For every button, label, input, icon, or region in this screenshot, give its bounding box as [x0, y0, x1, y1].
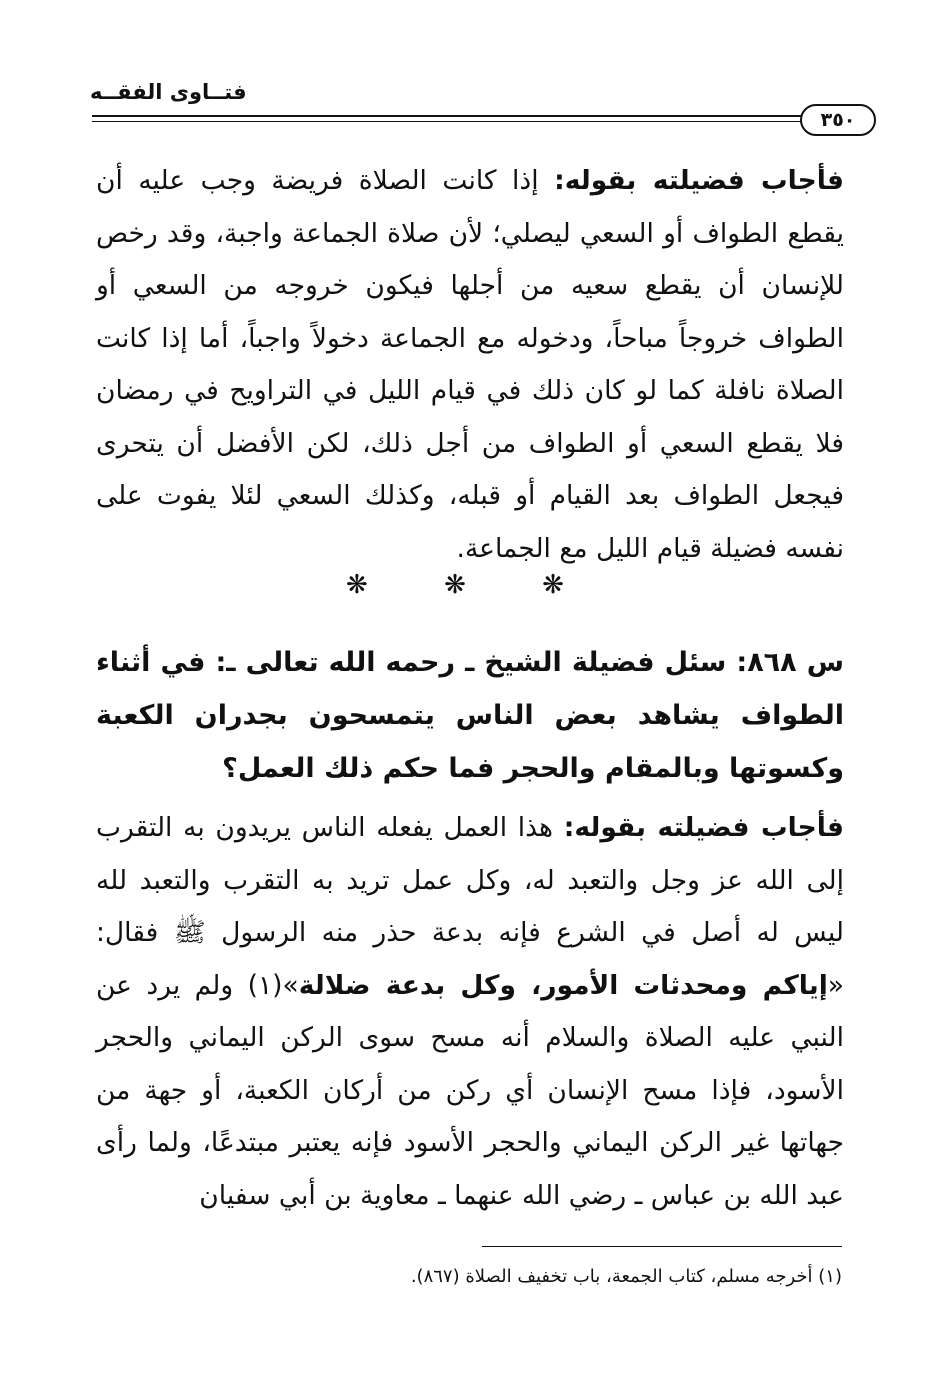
answer-paragraph-2 [96, 802, 844, 1222]
hadith-quote: إياكم ومحدثات الأمور، وكل بدعة ضلالة [298, 969, 828, 1001]
header-rule-top [92, 115, 808, 117]
running-header: فتــاوى الفقــه [90, 80, 247, 104]
footnote-reference: »(١) [247, 969, 299, 1001]
answer-body-continued: ولم يرد عن النبي عليه الصلاة والسلام أنه مسح سوى الركن اليماني والحجر الأسود، فإذا مسح الإنسان أي ركن من أركان الكعبة، أو جهة من جهاتها غير الركن اليماني والحجر الأسود فإنه يعتبر مبتدعًا، ولما رأى عبد الله بن عباس ـ رضي الله عنهما ـ معاوية بن أبي سفيان [96, 969, 844, 1211]
answer-body: هذا العمل يفعله الناس يريدون به التقرب إلى الله عز وجل والتعبد له، وكل عمل تريد به التقرب والتعبد لله ليس له أصل في الشرع فإنه بدعة حذر منه الرسول ﷺ فقال: « [96, 812, 844, 1001]
section-separator: ❋ ❋ ❋ [346, 570, 598, 600]
answer-body: إذا كانت الصلاة فريضة وجب عليه أن يقطع الطواف أو السعي ليصلي؛ لأن صلاة الجماعة واجبة، وقد رخص للإنسان أن يقطع سعيه من أجلها فيكون خروجه من السعي أو الطواف خروجاً مباحاً، ودخوله مع الجماعة دخولاً واجباً، أما إذا كانت الصلاة نافلة كما لو كان ذلك في قيام الليل في التراويح في رمضان فلا يقطع السعي أو الطواف من أجل ذلك، لكن الأفضل أن يتحرى فيجعل الطواف بعد القيام أو قبله، وكذلك السعي لئلا يفوت على نفسه فضيلة قيام الليل مع الجماعة. [96, 165, 844, 564]
footnote-rule [482, 1246, 842, 1247]
question-paragraph: س ٨٦٨: سئل فضيلة الشيخ ـ رحمه الله تعالى ـ: في أثناء الطواف يشاهد بعض الناس يتمسحون بجدران الكعبة وكسوتها وبالمقام والحجر فما حكم ذلك العمل؟ [96, 647, 844, 784]
page-number: ٣٥٠ [800, 104, 876, 136]
header-rule-bottom [92, 121, 808, 122]
answer-lead: فأجاب فضيلته بقوله: [563, 812, 844, 843]
footnote: (١) أخرجه مسلم، كتاب الجمعة، باب تخفيف الصلاة (٨٦٧). [410, 1266, 842, 1287]
answer-lead: فأجاب فضيلته بقوله: [554, 165, 844, 196]
answer-paragraph-1 [96, 155, 844, 575]
